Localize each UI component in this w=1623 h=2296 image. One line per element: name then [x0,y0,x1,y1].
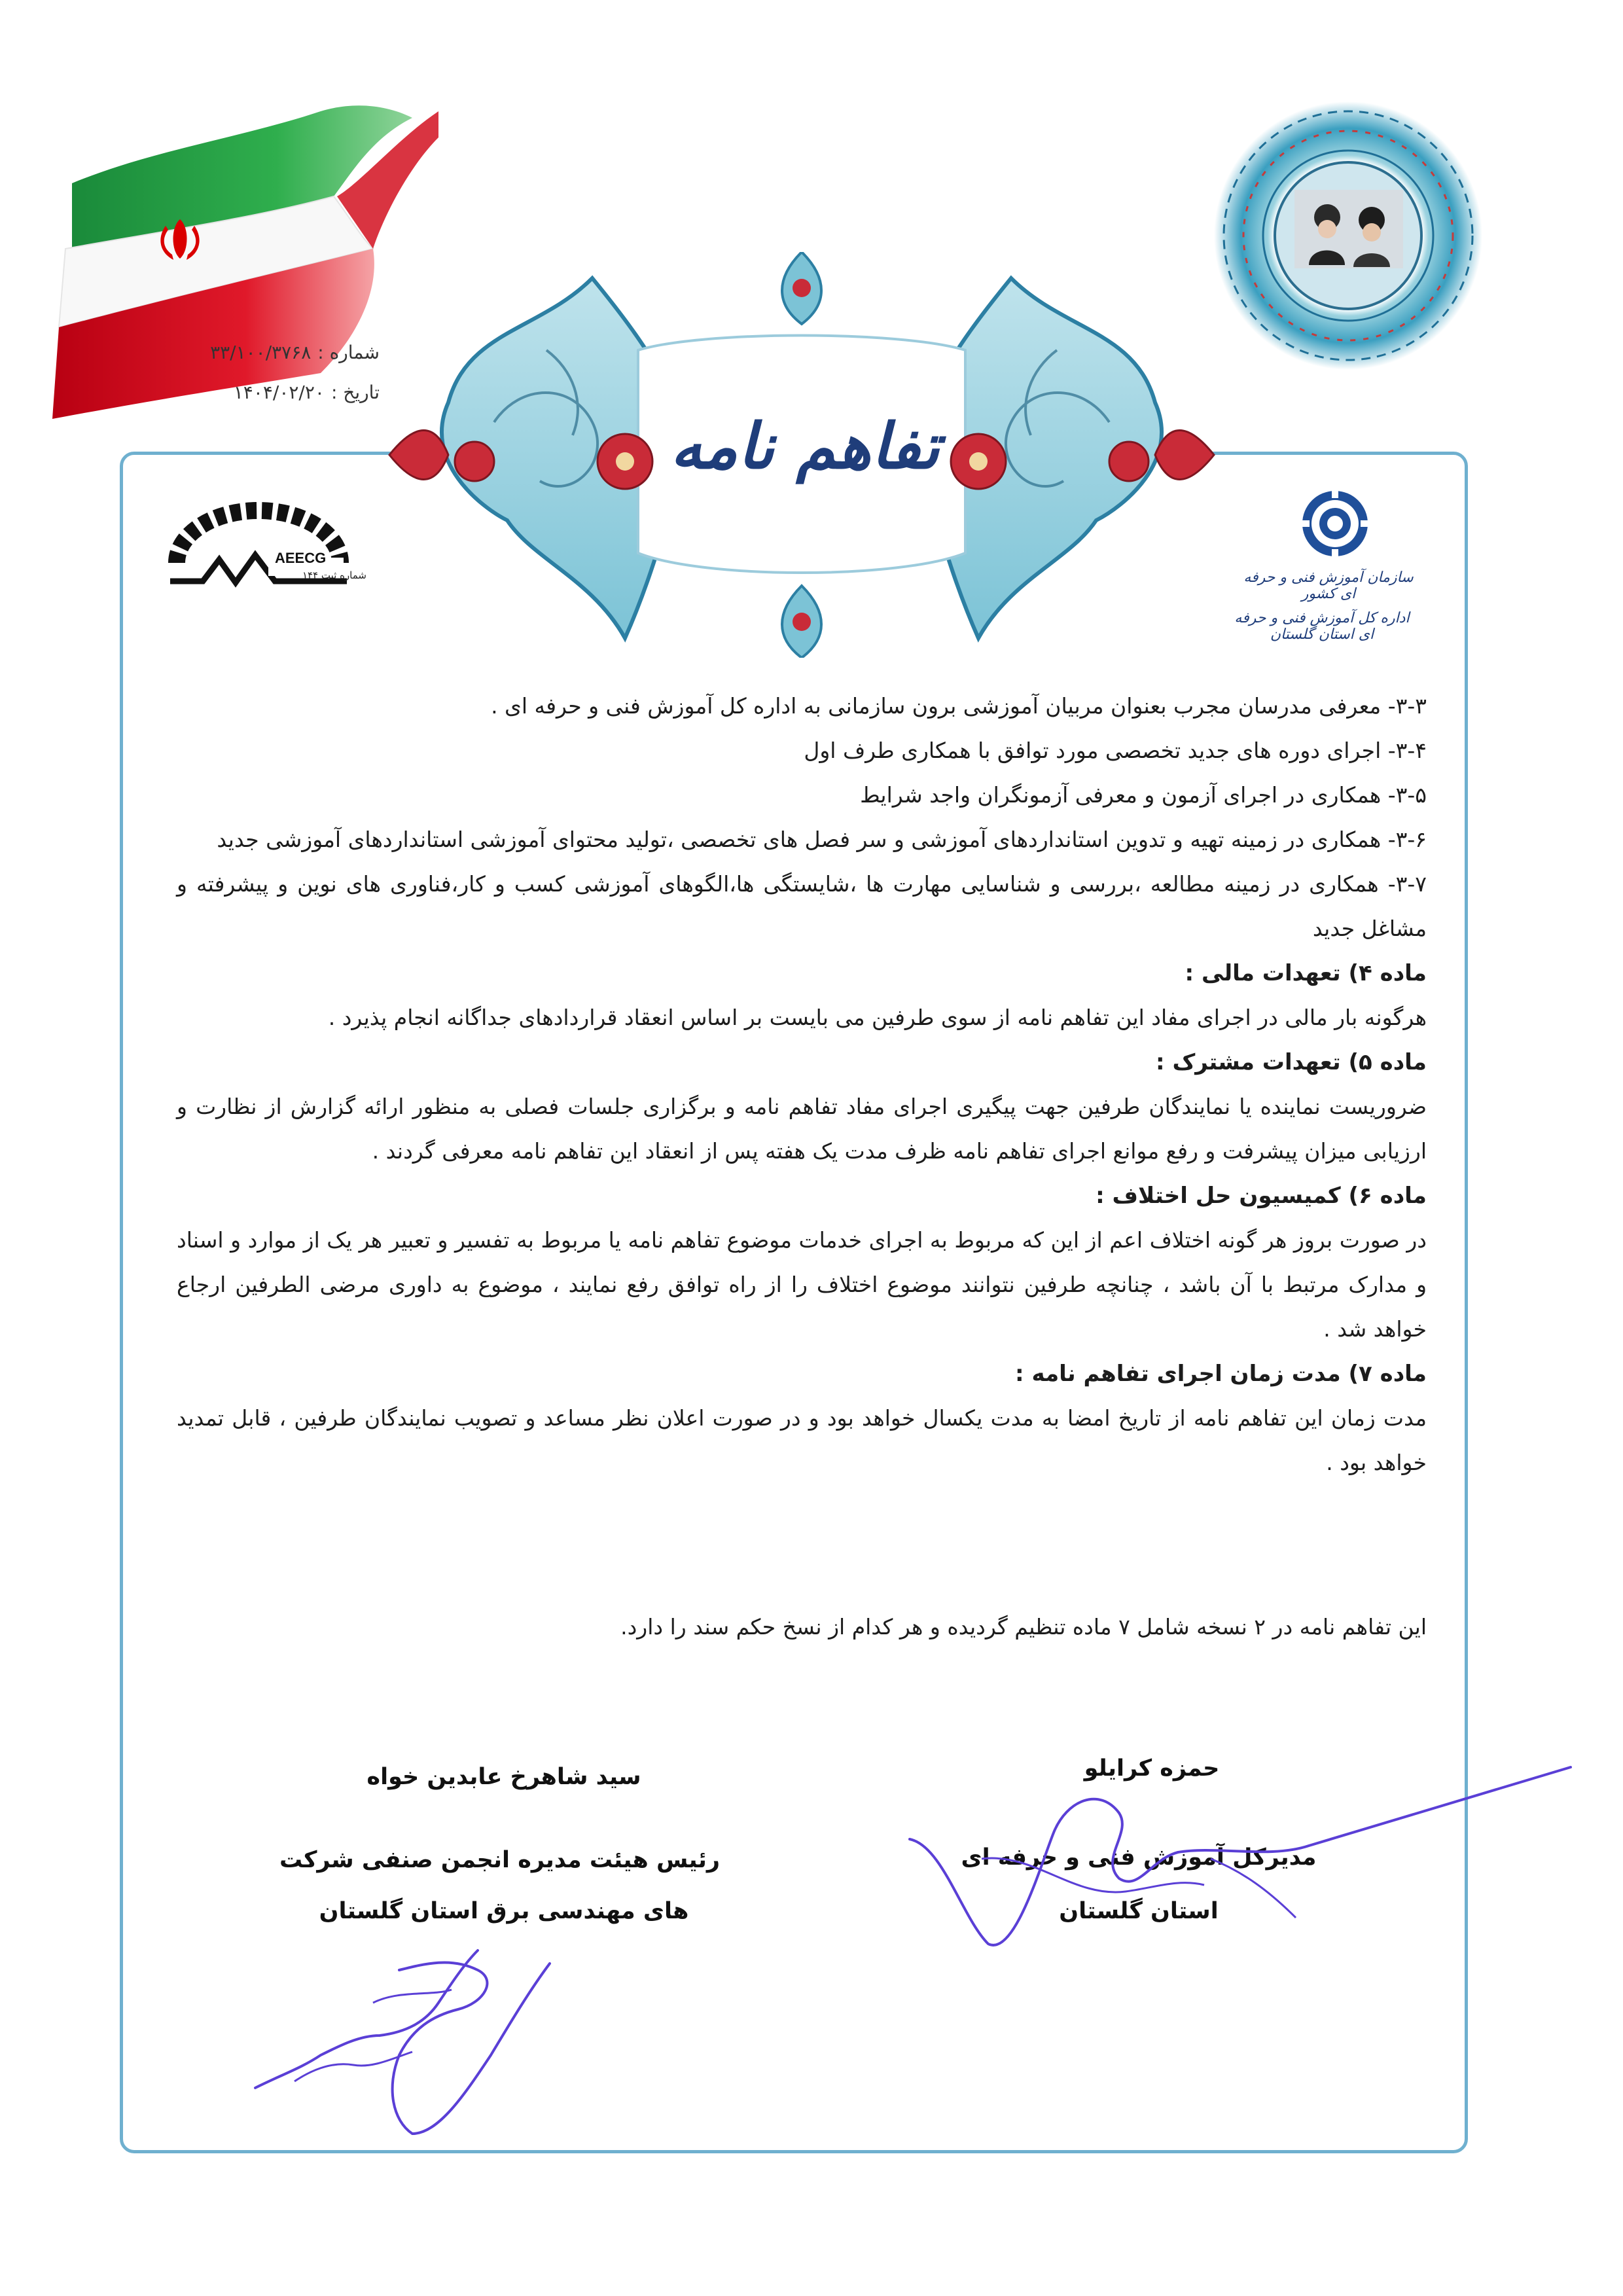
letter-date-label: تاریخ : [330,382,380,403]
leaders-portrait-medallion [1211,98,1486,373]
letter-number-label: شماره : [317,342,380,363]
article-7-text: مدت زمان این تفاهم نامه از تاریخ امضا به مدت یکسال خواهد بود و در صورت اعلان نظر مساعد و تصویب نمایندگان طرفین ، قابل تمدید خواهد بود . [177,1405,1427,1475]
aeecg-logo-name: AEECG [275,550,327,566]
signatory-left-title-line1: رئیس هیئت مدیره انجمن صنفی شرکت [279,1847,720,1873]
tvto-logo-text-line1: سازمان آموزش فنی و حرفه ای کشور [1243,569,1414,602]
clause-3-3: ۳-۳- معرفی مدرسان مجرب بعنوان مربیان آموزشی برون سازمانی به اداره کل آموزش فنی و حرفه ای . [491,693,1427,719]
article-6-heading: ماده ۶) کمیسیون حل اختلاف : [1096,1183,1427,1209]
letter-date-value: ۱۴۰۴/۰۲/۲۰ [233,382,325,403]
article-4-text: هرگونه بار مالی در اجرای مفاد این تفاهم نامه از سوی طرفین می بایست بر اساس انعقاد قراردادهای جداگانه انجام پذیرد . [328,1005,1427,1030]
clause-3-7: ۳-۷- همکاری در زمینه مطالعه ،بررسی و شناسایی مهارت ها ،شایستگی ها،الگوهای آموزشی کسب و کار،فناوری های نوین و پیشرفته و مشاغل جدید [177,871,1427,941]
clause-3-6: ۳-۶- همکاری در زمینه تهیه و تدوین استانداردهای آموزشی و سر فصل های تخصصی ،تولید محتوای آموزشی استانداردهای آموزشی جدید [217,827,1427,852]
handwritten-signature-right [903,1761,1577,1977]
document-title: تفاهم نامه [670,409,940,483]
article-4-heading: ماده ۴) تعهدات مالی : [1185,960,1427,986]
signatory-right-name: حمزه کرایلو [1084,1755,1220,1782]
article-5-heading: ماده ۵) تعهدات مشترک : [1156,1049,1427,1075]
signatory-left-name: سید شاهرخ عابدین خواه [366,1764,641,1790]
article-7-heading: ماده ۷) مدت زمان اجرای تفاهم نامه : [1015,1361,1427,1387]
letter-date [183,382,380,403]
letter-number [183,342,380,363]
signatory-right-title-line1: مدیرکل آموزش فنی و حرفه ای [961,1844,1317,1871]
clause-3-4: ۳-۴- اجرای دوره های جدید تخصصی مورد توافق با همکاری طرف اول [804,738,1427,763]
tvto-organization-logo [1299,488,1371,560]
agreement-body [177,684,1427,1485]
article-5-text: ضروریست نماینده یا نمایندگان طرفین جهت پیگیری اجرای مفاد تفاهم نامه و برگزاری جلسات فصلی به منظور ارائه گزارش از نظارت و ارزیابی میزان پیشرفت و رفع موانع اجرای تفاهم نامه ظرف مدت یک هفته پس از انعقاد این تفاهم نامه معرفی گردند . [177,1094,1427,1164]
article-6-text: در صورت بروز هر گونه اختلاف اعم از این که مربوط به اجرای خدمات موضوع تفاهم نامه یا مربوط به تفسیر و تعبیر هر یک از موارد و اسناد و مدارک مرتبط با آن باشد ، چنانچه طرفین نتوانند موضوع اختلاف را از راه توافق رفع نمایند ، موضوع به داوری مرضی الطرفین ارجاع خواهد شد . [177,1227,1427,1342]
signatory-left-title-line2: های مهندسی برق استان گلستان [319,1898,689,1924]
handwritten-signature-left [242,1924,582,2140]
clause-3-5: ۳-۵- همکاری در اجرای آزمون و معرفی آزمونگران واجد شرایط [860,782,1427,808]
signatory-right-title-line2: استان گلستان [1059,1898,1219,1924]
tvto-logo-text-line2: اداره کل آموزش فنی و حرفه ای استان گلستان [1234,610,1410,643]
aeecg-registration-number: شماره ثبت ۱۴۴ [302,569,366,581]
closing-statement: این تفاهم نامه در ۲ نسخه شامل ۷ ماده تنظیم گردیده و هر کدام از نسخ حکم سند را دارد. [620,1614,1427,1640]
letter-number-value: ۳۳/۱۰۰/۳۷۶۸ [210,342,312,363]
